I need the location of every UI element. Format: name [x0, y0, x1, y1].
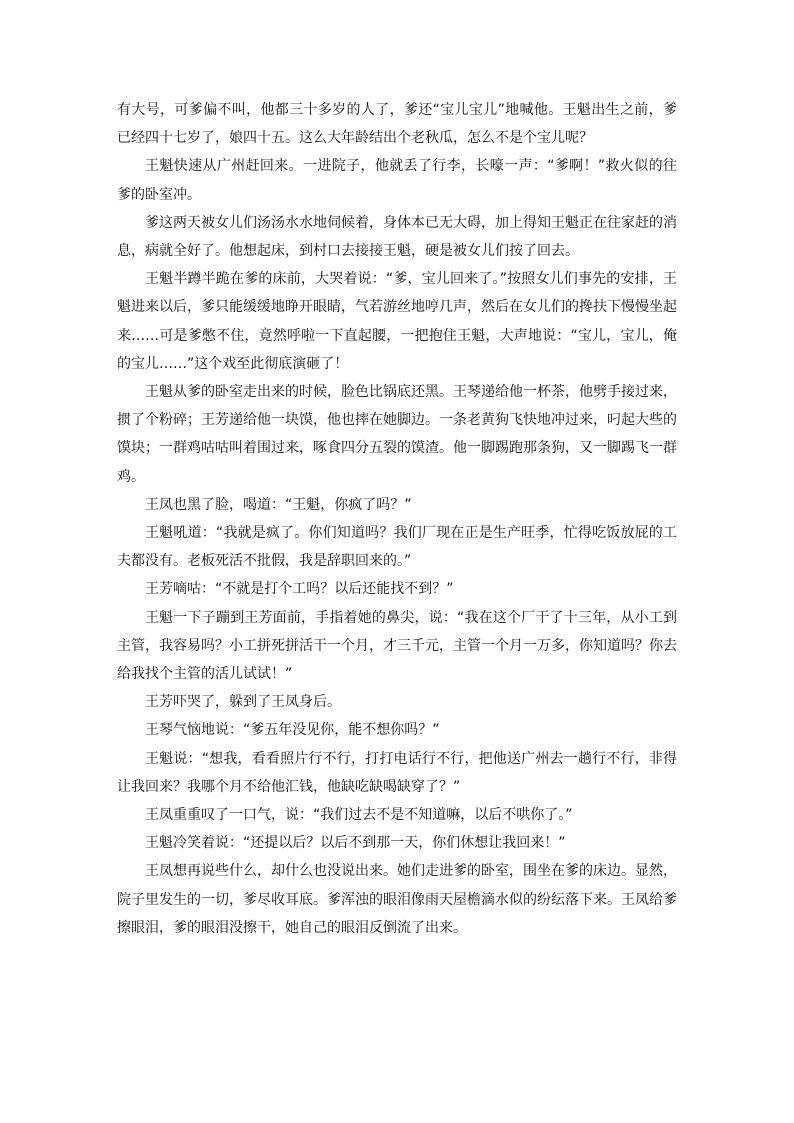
paragraph-2: 王魁快速从广州赶回来。一进院子，他就丢了行李，长嚎一声：“爹啊！”救火似的往爹的卧室冲。: [117, 158, 677, 203]
paragraph-14: 王魁冷笑着说：“还提以后？以后不到那一天，你们休想让我回来！”: [145, 835, 566, 852]
paragraph-6: 王凤也黑了脸，喝道：“王魁，你疯了吗？”: [145, 496, 412, 513]
paragraph-11: 王琴气恼地说：“爹五年没见你，能不想你吗？”: [145, 722, 440, 739]
paragraph-13: 王凤重重叹了一口气，说：“我们过去不是不知道嘛，以后不哄你了。”: [145, 807, 573, 824]
paragraph-5: 王魁从爹的卧室走出来的时候，脸色比锅底还黑。王琴递给他一杯茶，他劈手接过来，掼了个粉碎；王芳递给他一块馍，他也摔在她脚边。一条老黄狗飞快地冲过来，叼起大些的馍块；一群鸡咕咕叫着围过来，啄食四分五裂的馍渣。他一脚踢跑那条狗，又一脚踢飞一群鸡。: [117, 384, 677, 485]
paragraph-12: 王魁说：“想我，看看照片行不行，打打电话行不行，把他送广州去一趟行不行，非得让我回来？我哪个月不给他汇钱，他缺吃缺喝缺穿了？”: [117, 750, 677, 795]
paragraph-10: 王芳吓哭了，躲到了王凤身后。: [145, 694, 341, 711]
paragraph-8: 王芳嘀咕：“不就是打个工吗？以后还能找不到？”: [145, 581, 454, 598]
document-body: [117, 96, 677, 942]
paragraph-15: 王凤想再说些什么，却什么也没说出来。她们走进爹的卧室，围坐在爹的床边。显然，院子里发生的一切，爹尽收耳底。爹浑浊的眼泪像雨天屋檐滴水似的纷纭落下来。王凤给爹擦眼泪，爹的眼泪没擦干，她自己的眼泪反倒流了出来。: [117, 863, 677, 936]
paragraph-1: 有大号，可爹偏不叫，他都三十多岁的人了，爹还“宝儿宝儿”地喊他。王魁出生之前，爹已经四十七岁了，娘四十五。这么大年龄结出个老秋瓜，怎么不是个宝儿呢？: [117, 102, 677, 147]
paragraph-9: 王魁一下子蹦到王芳面前，手指着她的鼻尖，说：“我在这个厂干了十三年，从小工到主管，我容易吗？小工拼死拼活干一个月，才三千元，主管一个月一万多，你知道吗？你去给我找个主管的活儿试试！”: [117, 609, 677, 683]
paragraph-3: 爹这两天被女儿们汤汤水水地伺候着，身体本已无大碍，加上得知王魁正在往家赶的消息，病就全好了。他想起床，到村口去接接王魁，硬是被女儿们按了回去。: [117, 214, 677, 260]
paragraph-4: 王魁半蹲半跪在爹的床前，大哭着说：“爹，宝儿回来了。”按照女儿们事先的安排，王魁进来以后，爹只能缓缓地睁开眼睛，气若游丝地哼几声，然后在女儿们的搀扶下慢慢坐起来……可是爹憋不住，竟然呼啦一下直起腰，一把抱住王魁，大声地说：“宝儿，宝儿，俺的宝儿……”这个戏至此彻底演砸了！: [117, 271, 677, 372]
paragraph-7: 王魁吼道：“我就是疯了。你们知道吗？我们厂现在正是生产旺季，忙得吃饭放屁的工夫都没有。老板死活不批假，我是辞职回来的。”: [117, 525, 677, 570]
